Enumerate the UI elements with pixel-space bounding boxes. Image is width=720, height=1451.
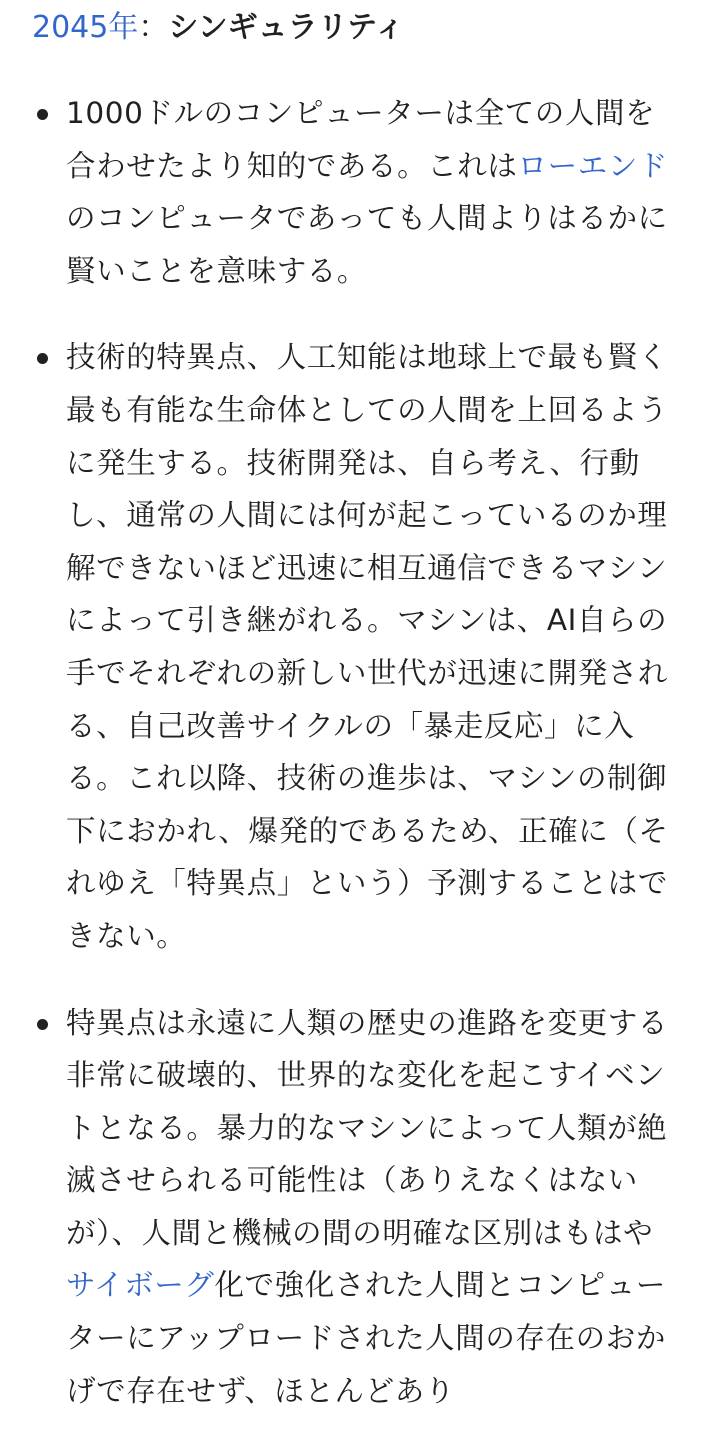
prediction-list	[0, 87, 720, 1451]
list-item	[0, 331, 720, 962]
list-item-text: 技術的特異点、人工知能は地球上で最も賢く最も有能な生命体としての人間を上回るように発生する。技術開発は、自ら考え、行動し、通常の人間には何が起こっているのか理解できないほど迅速に相互通信できるマシンによって引き継がれる。マシンは、AI自らの手でそれぞれの新しい世代が迅速に開発される、自己改善サイクルの「暴走反応」に入る。これ以降、技術の進歩は、マシンの制御下におかれ、爆発的であるため、正確に（それゆえ「特異点」という）予測することはできない。	[66, 340, 669, 953]
heading-separator: ：	[138, 10, 169, 45]
section-heading	[32, 4, 405, 52]
cyborg-link[interactable]: サイボーグ	[66, 1268, 215, 1303]
list-item-text	[66, 87, 682, 297]
section-title: シンギュラリティ	[168, 10, 405, 45]
list-item-text	[66, 997, 682, 1418]
list-item-text-after: 化で強化された人間とコンピューターにアップロードされた人間の存在のおかげで存在せず、ほとんどあり	[66, 1268, 666, 1408]
list-item	[0, 87, 720, 297]
list-item-text-before: 1000ドルのコンピューターは全ての人間を合わせたより知的である。これは	[66, 96, 656, 183]
bullet-dot	[37, 109, 48, 120]
bullet-dot	[37, 1019, 48, 1030]
list-item	[0, 997, 720, 1418]
bullet-dot	[37, 353, 48, 364]
list-item-text-after: のコンピュータであっても人間よりはるかに賢いことを意味する。	[66, 201, 668, 288]
list-item-text-before: 特異点は永遠に人類の歴史の進路を変更する非常に破壊的、世界的な変化を起こすイベントとなる。暴力的なマシンによって人類が絶滅させられる可能性は（ありえなくはないが）、人間と機械の間の明確な区別はもはや	[66, 1005, 669, 1250]
year-link[interactable]: 2045年	[32, 10, 139, 45]
low-end-link[interactable]: ローエンド	[517, 148, 669, 183]
